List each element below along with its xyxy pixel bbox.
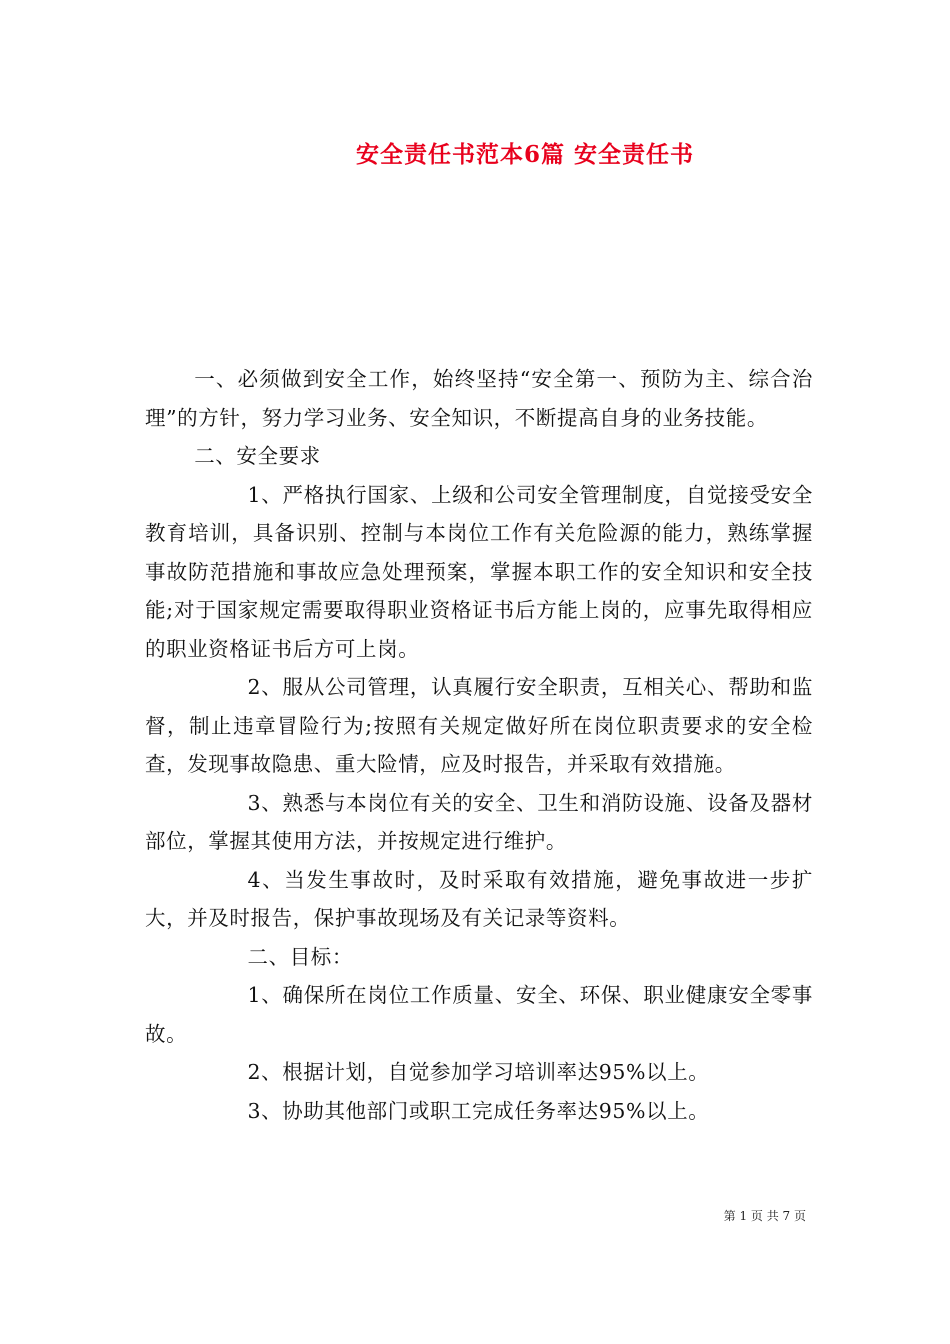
paragraph-goal-1: 1、确保所在岗位工作质量、安全、环保、职业健康安全零事故。 [145,983,813,1046]
page-number: 第 1 页 共 7 页 [723,1209,806,1223]
paragraph-requirement-2: 2、服从公司管理，认真履行安全职责，互相关心、帮助和监督，制止违章冒险行为;按照有关规定做好所在岗位职责要求的安全检查，发现事故隐患、重大险情，应及时报告，并采取有效措施。 [145,675,813,776]
document-title: 安全责任书范本6篇 安全责任书 [355,141,694,168]
paragraph-goal-3: 3、协助其他部门或职工完成任务率达95%以上。 [247,1098,710,1123]
paragraph-goal-2: 2、根据计划，自觉参加学习培训率达95%以上。 [247,1060,710,1084]
document-body [145,360,813,1130]
paragraph-requirement-4: 4、当发生事故时，及时采取有效措施，避免事故进一步扩大，并及时报告，保护事故现场及有关记录等资料。 [145,867,813,930]
paragraph-requirement-3: 3、熟悉与本岗位有关的安全、卫生和消防设施、设备及器材部位，掌握其使用方法，并按规定进行维护。 [145,790,813,853]
heading-safety-requirements: 二、安全要求 [194,444,321,468]
heading-goals: 二、目标： [247,944,353,969]
paragraph-requirement-1: 1、严格执行国家、上级和公司安全管理制度，自觉接受安全教育培训，具备识别、控制与本岗位工作有关危险源的能力，熟练掌握事故防范措施和事故应急处理预案，掌握本职工作的安全知识和安全技能;对于国家规定需要取得职业资格证书后方能上岗的，应事先取得相应的职业资格证书后方可上岗。 [145,482,813,661]
paragraph-principle: 一、必须做到安全工作，始终坚持“安全第一、预防为主、综合治理”的方针，努力学习业务、安全知识，不断提高自身的业务技能。 [145,367,813,430]
